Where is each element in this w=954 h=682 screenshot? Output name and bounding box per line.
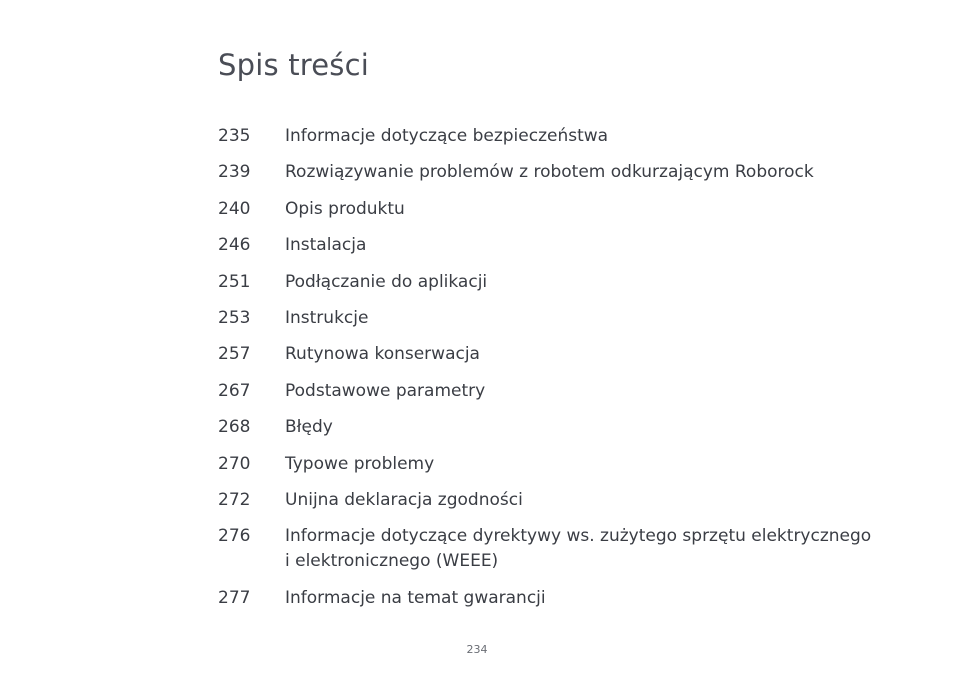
table-of-contents: [218, 124, 908, 622]
toc-label: Informacje dotyczące dyrektywy ws. zużytego sprzętu elektrycznego i elektronicznego (WEEE): [285, 526, 872, 572]
toc-label: Informacje na temat gwarancji: [285, 587, 546, 608]
toc-entry[interactable]: [218, 524, 908, 574]
toc-entry[interactable]: [218, 124, 908, 149]
toc-page-number: 257: [218, 344, 251, 365]
toc-page-number: 268: [218, 417, 251, 438]
toc-page-number: 246: [218, 235, 251, 256]
toc-entry[interactable]: [218, 379, 908, 404]
toc-entry[interactable]: [218, 306, 908, 331]
toc-page-number: 240: [218, 198, 251, 219]
toc-label: Rutynowa konserwacja: [285, 344, 480, 365]
toc-label: Instrukcje: [285, 307, 369, 328]
toc-entry[interactable]: [218, 586, 908, 611]
toc-entry[interactable]: [218, 233, 908, 258]
toc-page-number: 253: [218, 307, 251, 328]
toc-entry[interactable]: [218, 197, 908, 222]
toc-page-number: 251: [218, 271, 251, 292]
toc-label: Typowe problemy: [285, 453, 435, 474]
toc-label: Rozwiązywanie problemów z robotem odkurzającym Roborock: [285, 162, 814, 183]
toc-page-number: 235: [218, 126, 251, 146]
toc-page-number: 267: [218, 380, 251, 401]
toc-entry[interactable]: [218, 488, 908, 513]
footer-page-number: 234: [466, 643, 488, 656]
toc-entry[interactable]: [218, 342, 908, 367]
toc-page-number: 270: [218, 453, 251, 474]
toc-label: Instalacja: [285, 235, 367, 256]
toc-label: Błędy: [285, 417, 333, 438]
toc-entry[interactable]: [218, 415, 908, 440]
toc-entry[interactable]: [218, 270, 908, 295]
toc-label: Podłączanie do aplikacji: [285, 271, 488, 292]
toc-label: Informacje dotyczące bezpieczeństwa: [285, 126, 609, 146]
toc-page-number: 272: [218, 489, 251, 510]
toc-label: Podstawowe parametry: [285, 380, 486, 401]
toc-entry[interactable]: [218, 160, 908, 185]
toc-entry[interactable]: [218, 452, 908, 477]
page-title: Spis treści: [218, 48, 370, 82]
toc-page-number: 239: [218, 162, 251, 183]
toc-page-number: 277: [218, 587, 251, 608]
toc-page-number: 276: [218, 526, 251, 547]
toc-label: Unijna deklaracja zgodności: [285, 489, 523, 510]
toc-label: Opis produktu: [285, 198, 405, 219]
